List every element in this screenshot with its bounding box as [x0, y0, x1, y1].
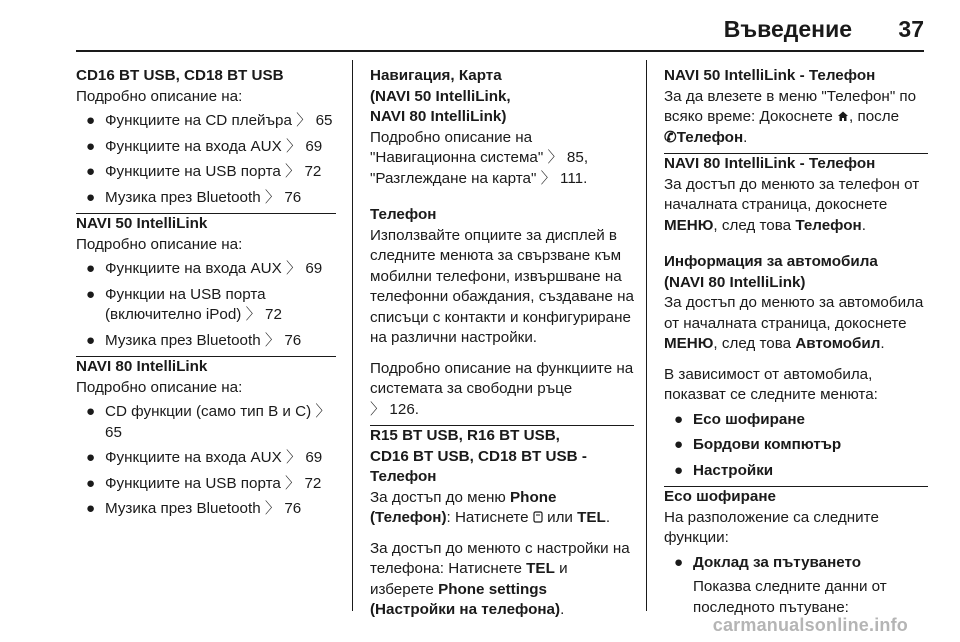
bullet-icon: ● [86, 188, 96, 206]
bullet-list [664, 410, 928, 482]
bullet-icon: ● [86, 500, 96, 517]
header-rule [76, 50, 924, 52]
ref-arrow-icon: 〉 [285, 137, 302, 155]
column-3 [664, 66, 928, 618]
text-run: . [560, 601, 565, 618]
section-navi80 [76, 357, 336, 520]
paragraph [664, 175, 928, 237]
bullet-icon: ● [86, 112, 96, 129]
item-text: Eco шофиране [693, 410, 805, 428]
text-run: За достъп до менюто за автомобила от началната страница, докоснете [664, 294, 924, 332]
ref-page[interactable]: 85, [566, 149, 589, 166]
list-item [76, 499, 336, 520]
item-text: Функциите на входа AUX [105, 260, 282, 277]
text-run: За достъп до меню [370, 488, 511, 506]
list-item [76, 285, 336, 326]
section-eco-driving [664, 487, 928, 618]
ref-arrow-icon: 〉 [315, 403, 331, 420]
section-intro: Подробно описание на [370, 128, 533, 146]
ref-arrow-icon: 〉 [264, 331, 281, 349]
list-item [76, 259, 336, 280]
list-item [76, 402, 336, 443]
page-title: Въведение [723, 16, 852, 42]
section-title: Телефон [370, 468, 437, 485]
ref-page[interactable]: 65 [105, 423, 122, 441]
paragraph [370, 539, 634, 621]
menu-name: Телефон [795, 216, 862, 234]
item-text: Функциите на USB порта [105, 474, 281, 492]
ref-arrow-icon: 〉 [370, 400, 386, 418]
section-navi50-phone [664, 66, 928, 148]
list-item [76, 474, 336, 495]
section-intro: Подробно описание на: [76, 235, 243, 253]
item-text: Функциите на входа AUX [105, 449, 282, 466]
menu-name: МЕНЮ [664, 335, 714, 352]
section-title: NAVI 80 IntelliLink) [370, 108, 507, 125]
ref-arrow-icon: 〉 [264, 188, 281, 206]
section-title: (NAVI 80 IntelliLink) [664, 273, 806, 291]
text-run: . [743, 128, 748, 146]
item-text: Функциите на CD плейъра [105, 112, 292, 129]
bullet-list [76, 402, 336, 520]
bullet-icon: ● [86, 474, 96, 492]
text-run: , след това [713, 335, 796, 352]
ref-arrow-icon: 〉 [285, 449, 302, 466]
bullet-icon: ● [86, 163, 96, 180]
section-title: NAVI 80 IntelliLink - Телефон [664, 155, 876, 172]
ref-page[interactable]: 76 [284, 500, 302, 517]
ref-page[interactable]: 69 [305, 137, 323, 155]
menu-name: Автомобил [795, 335, 881, 352]
ref-page[interactable]: 76 [284, 331, 302, 349]
section-title: CD16 BT USB, CD18 BT USB - [370, 447, 587, 465]
button-name: TEL [577, 509, 606, 526]
ref-arrow-icon: 〉 [245, 306, 261, 323]
text-run: . [861, 216, 866, 234]
watermark: carmanualsonline.info [712, 615, 908, 635]
section-title: Навигация, Карта [370, 67, 502, 84]
ref-page[interactable]: 72 [265, 306, 282, 323]
section-title: R15 BT USB, R16 BT USB, [370, 427, 560, 444]
section-title: CD16 BT USB, CD18 BT USB [76, 67, 284, 84]
bullet-icon: ● [86, 449, 96, 466]
bullet-list [664, 553, 928, 619]
item-text: Настройки [693, 461, 774, 479]
item-text: Музика през Bluetooth [105, 331, 261, 349]
ref-page[interactable]: 69 [305, 260, 323, 277]
item-text: Функциите на входа AUX [105, 137, 282, 155]
text-run: . [605, 509, 611, 526]
section-title: NAVI 50 IntelliLink [76, 215, 208, 232]
ref-page[interactable]: 65 [315, 112, 333, 129]
text-run: и изберете [370, 560, 568, 598]
ref-page[interactable]: 111. [560, 169, 588, 187]
text-run: , после [849, 108, 900, 125]
bullet-icon: ● [674, 410, 684, 428]
section-title: Eco шофиране [664, 488, 776, 505]
home-icon [837, 108, 849, 125]
bullet-icon: ● [86, 137, 96, 155]
ref-page[interactable]: 69 [305, 449, 323, 466]
para-text: Подробно описание на функциите на системата за свободни ръце [370, 359, 634, 397]
section-title: NAVI 80 IntelliLink [76, 358, 208, 375]
bullet-list [76, 111, 336, 208]
section-title: Телефон [370, 206, 437, 223]
paragraph [370, 359, 634, 421]
page-header [0, 0, 960, 56]
section-intro: Подробно описание на: [76, 378, 243, 396]
ref-arrow-icon: 〉 [540, 169, 556, 187]
section-navigation [370, 66, 634, 189]
menu-name: (Телефон) [370, 509, 447, 526]
ref-arrow-icon: 〉 [285, 260, 302, 277]
bullet-icon: ● [674, 461, 684, 479]
list-item [664, 461, 928, 482]
item-text: Показва следните данни от последното пътуване: [693, 578, 887, 616]
list-item [76, 331, 336, 352]
menu-name: МЕНЮ [664, 216, 714, 234]
button-name: TEL [526, 560, 555, 577]
column-divider [352, 60, 353, 611]
text-run: , след това [713, 216, 796, 234]
phone-button-icon [533, 509, 543, 526]
bullet-icon: ● [674, 436, 684, 453]
item-title: Доклад за пътуването [693, 553, 862, 571]
text-run: За да влезете в меню "Телефон" по всяко време: Докоснете [664, 87, 917, 125]
column-divider [646, 60, 647, 611]
list-item [76, 162, 336, 183]
section-radio-phone [370, 426, 634, 621]
paragraph [664, 293, 928, 355]
ref-text: "Разглеждане на карта" [370, 169, 537, 187]
paragraph: В зависимост от автомобила, показват се следните менюта: [664, 365, 878, 403]
item-text: Функции на USB порта (включително iPod) [105, 285, 266, 323]
item-text: Музика през Bluetooth [105, 188, 261, 206]
column-2 [370, 66, 634, 621]
menu-name: Phone settings [438, 580, 547, 598]
bullet-icon: ● [86, 260, 96, 277]
bullet-icon: ● [86, 403, 96, 420]
section-title: Информация за автомобила [664, 253, 878, 270]
text-run: или [542, 509, 578, 526]
ref-arrow-icon: 〉 [285, 163, 301, 180]
column-1 [76, 66, 336, 520]
item-text: Функциите на USB порта [105, 163, 281, 180]
ref-page[interactable]: 72 [304, 474, 322, 492]
bullet-list [76, 259, 336, 351]
item-text: Музика през Bluetooth [105, 500, 261, 517]
list-item [76, 137, 336, 158]
list-item [664, 553, 928, 619]
section-vehicle-info [664, 252, 928, 481]
list-item [76, 448, 336, 469]
section-intro: На разположение са следните функции: [664, 508, 879, 546]
menu-name: Phone [510, 488, 557, 506]
paragraph [370, 488, 634, 529]
bullet-icon: ● [86, 331, 96, 349]
reference-line [370, 169, 634, 190]
section-cd-usb [76, 66, 336, 208]
bullet-icon: ● [674, 553, 684, 571]
item-text: CD функции (само тип B и C) [105, 403, 312, 420]
ref-arrow-icon: 〉 [285, 474, 301, 492]
section-phone [370, 205, 634, 420]
ref-page[interactable]: 76 [284, 188, 302, 206]
list-item [76, 188, 336, 209]
reference-line [370, 148, 634, 169]
ref-text: "Навигационна система" [370, 149, 544, 166]
bullet-icon: ● [86, 285, 96, 303]
text-run: . [880, 335, 885, 352]
section-title: (NAVI 50 IntelliLink, [370, 87, 511, 105]
menu-name: Телефон [676, 128, 744, 146]
section-navi80-phone [664, 154, 928, 236]
paragraph [664, 87, 928, 149]
text-run: : Натиснете [446, 509, 533, 526]
menu-name: (Настройки на телефона) [370, 601, 561, 618]
paragraph: Използвайте опциите за дисплей в следните менюта за свързване към мобилни телефони, извършване на телефонни обаждания, създаване на списъци с контакти и конфигуриране на различни настройки. [370, 226, 634, 346]
list-item [664, 410, 928, 431]
item-text: Бордови компютър [693, 436, 842, 453]
ref-arrow-icon: 〉 [264, 500, 281, 517]
section-title: NAVI 50 IntelliLink - Телефон [664, 67, 876, 84]
ref-page[interactable]: 72 [304, 163, 322, 180]
list-item [76, 111, 336, 132]
text-run: За достъп до менюто с настройки на телефона: Натиснете [370, 539, 630, 577]
ref-arrow-icon: 〉 [296, 112, 312, 129]
phone-icon: ✆ [664, 128, 677, 146]
list-item [664, 435, 928, 456]
ref-arrow-icon: 〉 [547, 149, 563, 166]
text-run: За достъп до менюто за телефон от началната страница, докоснете [664, 175, 920, 213]
section-navi50 [76, 214, 336, 351]
section-intro: Подробно описание на: [76, 87, 243, 105]
page-number: 37 [898, 16, 924, 42]
ref-page[interactable]: 126. [389, 400, 419, 418]
